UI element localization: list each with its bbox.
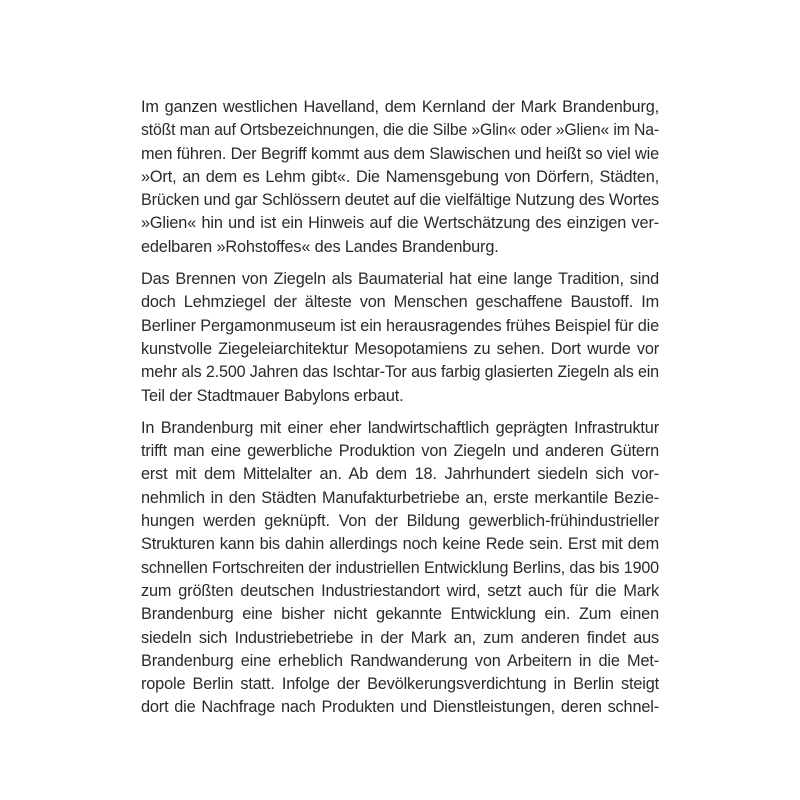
text-line: mehr als 2.500 Jahren das Ischtar-Tor aus farbig glasierten Ziegeln als ein bbox=[141, 363, 660, 382]
text-line: Teil der Stadtmauer Babylons erbaut. bbox=[141, 386, 404, 405]
text-line: ropole Berlin statt. Infolge der Bevölkerungsverdichtung in Berlin steigt bbox=[141, 675, 659, 694]
text-line: men führen. Der Begriff kommt aus dem Slawischen und heißt so viel wie bbox=[141, 144, 659, 163]
text-line: »Ort, an dem es Lehm gibt«. Die Namensgebung von Dörfern, Städten, bbox=[141, 167, 659, 186]
text-line: zum größten deutschen Industriestandort wird, setzt auch für die Mark bbox=[141, 581, 659, 600]
text-line: edelbaren »Rohstoffes« des Landes Brandenburg. bbox=[141, 237, 499, 256]
paragraph-1 bbox=[141, 96, 659, 259]
body-text bbox=[141, 96, 659, 729]
text-line: erst mit dem Mittelalter an. Ab dem 18. Jahrhundert siedeln sich vor- bbox=[141, 465, 659, 484]
text-line: stößt man auf Ortsbezeichnungen, die die Silbe »Glin« oder »Glien« im Na- bbox=[141, 121, 660, 140]
text-line: Berliner Pergamonmuseum ist ein herausragendes frühes Beispiel für die bbox=[141, 316, 660, 335]
text-line: Das Brennen von Ziegeln als Baumaterial hat eine lange Tradition, sind bbox=[141, 270, 659, 289]
text-line: »Glien« hin und ist ein Hinweis auf die Wertschätzung des einzigen ver- bbox=[141, 214, 659, 233]
text-line: hungen werden geknüpft. Von der Bildung gewerblich-frühindustrieller bbox=[141, 512, 659, 531]
text-line: Brandenburg eine erheblich Randwanderung von Arbeitern in die Met- bbox=[141, 651, 659, 670]
text-line: Strukturen kann bis dahin allerdings noch keine Rede sein. Erst mit dem bbox=[141, 535, 659, 554]
text-line: trifft man eine gewerbliche Produktion von Ziegeln und anderen Gütern bbox=[141, 442, 659, 461]
text-line: kunstvolle Ziegeleiarchitektur Mesopotamiens zu sehen. Dort wurde vor bbox=[141, 339, 659, 358]
text-line: In Brandenburg mit einer eher landwirtschaftlich geprägten Infrastruktur bbox=[141, 418, 659, 437]
paragraph-3 bbox=[141, 417, 659, 720]
text-line: siedeln sich Industriebetriebe in der Mark an, zum anderen findet aus bbox=[141, 628, 659, 647]
text-line: Im ganzen westlichen Havelland, dem Kernland der Mark Brandenburg, bbox=[141, 98, 659, 116]
text-line: dort die Nachfrage nach Produkten und Dienstleistungen, deren schnel- bbox=[141, 698, 659, 717]
text-line: Brandenburg eine bisher nicht gekannte Entwicklung ein. Zum einen bbox=[141, 605, 659, 624]
text-line: schnellen Fortschreiten der industriellen Entwicklung Berlins, das bis 1900 bbox=[141, 558, 660, 577]
text-line: doch Lehmziegel der älteste von Menschen geschaffene Baustoff. Im bbox=[141, 293, 659, 312]
paragraph-2 bbox=[141, 268, 659, 408]
text-line: Brücken und gar Schlössern deutet auf die vielfältige Nutzung des Wortes bbox=[141, 191, 659, 210]
text-line: nehmlich in den Städten Manufakturbetriebe an, erste merkantile Bezie- bbox=[141, 488, 659, 507]
